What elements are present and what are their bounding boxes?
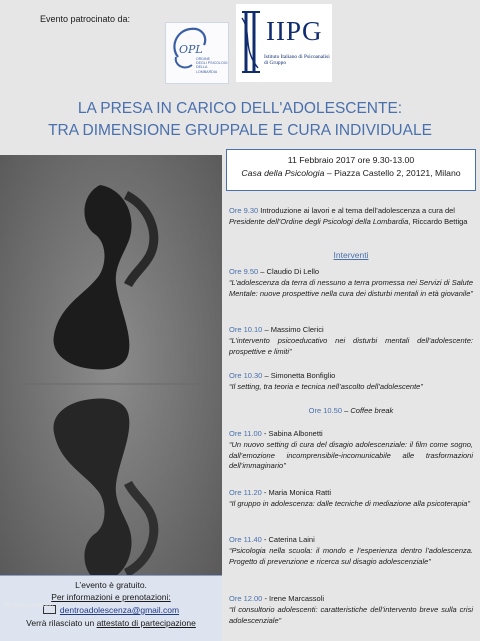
contact-label: Per informazioni e prenotazioni: bbox=[51, 592, 171, 602]
talk-time: Ore 12.00 bbox=[229, 594, 263, 603]
talk-title: “L’intervento psicoeducativo nei disturbi mentali dell’adolescente: prospettive e limiti” bbox=[229, 335, 473, 356]
program-intro bbox=[229, 206, 473, 228]
intro-role: Presidente dell’Ordine degli Psicologi della Lombardia bbox=[229, 216, 409, 226]
iipg-logo bbox=[236, 4, 332, 82]
talk-item bbox=[229, 325, 473, 357]
opl-emblem-icon bbox=[166, 23, 228, 83]
intro-time: Ore 9.30 bbox=[229, 206, 259, 215]
event-date-box bbox=[226, 149, 476, 191]
title-line-1: LA PRESA IN CARICO DELL'ADOLESCENTE: bbox=[77, 100, 403, 117]
iipg-acronym: IIPG bbox=[266, 16, 323, 46]
photo-credit: Ph. Beatrice Fanzago bbox=[5, 603, 54, 609]
svg-text:OPL: OPL bbox=[179, 43, 203, 56]
program-heading: Interventi bbox=[333, 250, 369, 260]
talk-item bbox=[229, 594, 473, 626]
intro-text: Introduzione ai lavori e al tema dell’adolescenza a cura del bbox=[258, 206, 455, 215]
talk-item bbox=[229, 488, 473, 510]
talk-time: Ore 11.20 bbox=[229, 488, 262, 497]
title-line-2: TRA DIMENSIONE GRUPPALE E CURA INDIVIDUALE bbox=[48, 122, 432, 139]
talk-speaker: – Claudio Di Lello bbox=[258, 267, 320, 276]
talk-time: Ore 10.30 bbox=[229, 371, 263, 380]
talk-time: Ore 10.10 bbox=[229, 325, 263, 334]
mirrored-figure-image bbox=[0, 155, 222, 613]
free-event-note: L’evento è gratuito. bbox=[75, 580, 147, 590]
talk-title: “Psicologia nella scuola: il mondo e l’esperienza dentro l’adolescenza. Progetto di prevenzione e ricerca sul disagio adolescenziale” bbox=[229, 545, 473, 566]
event-title bbox=[0, 98, 480, 142]
coffee-break bbox=[229, 406, 473, 417]
certificate-note bbox=[0, 618, 222, 628]
talk-title: “Un nuovo setting di cura del disagio adolescenziale: il film come sogno, dall’emozione incomprensibile-incomunicabile alle trasformazioni dell’immaginario” bbox=[229, 439, 473, 471]
event-address: – Piazza Castello 2, 20121, Milano bbox=[324, 168, 461, 178]
talk-title: “Il gruppo in adolescenza: dalle tecniche di mediazione alla psicoterapia” bbox=[229, 498, 470, 508]
talk-time: Ore 11.40 bbox=[229, 535, 262, 544]
iipg-emblem-icon bbox=[238, 8, 266, 78]
opl-logo bbox=[165, 22, 229, 84]
sponsor-label: Evento patrocinato da: bbox=[40, 14, 131, 24]
talk-speaker: - Sabina Albonetti bbox=[261, 429, 323, 438]
event-photo bbox=[0, 155, 222, 613]
talk-title: “L’adolescenza da terra di nessuno a terra promessa nei Servizi di Salute Mentale: nuove prospettive nella cura dei disturbi mentali in età giovanile” bbox=[229, 277, 473, 298]
talk-speaker: - Caterina Laini bbox=[261, 535, 315, 544]
intro-speaker: , Riccardo Bettiga bbox=[408, 216, 468, 226]
certificate-link: attestato di partecipazione bbox=[96, 618, 196, 628]
talk-time: Ore 9.50 bbox=[229, 267, 259, 276]
opl-text-line: ORDINE bbox=[196, 57, 210, 61]
talk-speaker: - Maria Monica Ratti bbox=[261, 488, 331, 497]
talk-item bbox=[229, 535, 473, 567]
break-time: Ore 10.50 bbox=[308, 406, 343, 415]
talk-time: Ore 11.00 bbox=[229, 429, 262, 438]
talk-speaker: – Massimo Clerici bbox=[262, 325, 324, 334]
talk-speaker: – Simonetta Bonfiglio bbox=[262, 371, 336, 380]
event-date-time: 11 Febbraio 2017 ore 9.30-13.00 bbox=[287, 155, 415, 165]
talk-item bbox=[229, 267, 473, 299]
opl-text-line: DEGLI PSICOLOGI bbox=[196, 61, 228, 66]
talk-item bbox=[229, 371, 473, 393]
event-venue: Casa della Psicologia bbox=[241, 168, 325, 178]
talk-speaker: - Irene Marcassoli bbox=[262, 594, 325, 603]
talk-title: “Il setting, tra teoria e tecnica nell’ascolto dell’adolescente” bbox=[229, 381, 423, 391]
break-label: – Coffee break bbox=[342, 406, 394, 415]
talk-item bbox=[229, 429, 473, 472]
certificate-text: Verrà rilasciato un bbox=[26, 618, 97, 628]
iipg-full-name: Istituto Italiano di Psicoanalisi di Gruppo bbox=[264, 54, 330, 66]
talk-title: “Il consultorio adolescenti: caratteristiche dell’intervento breve sulla crisi adolescenziale” bbox=[229, 604, 473, 625]
opl-text-line: DELLA LOMBARDIA bbox=[196, 65, 218, 74]
email-link[interactable]: dentroadolescenza@gmail.com bbox=[59, 605, 180, 615]
